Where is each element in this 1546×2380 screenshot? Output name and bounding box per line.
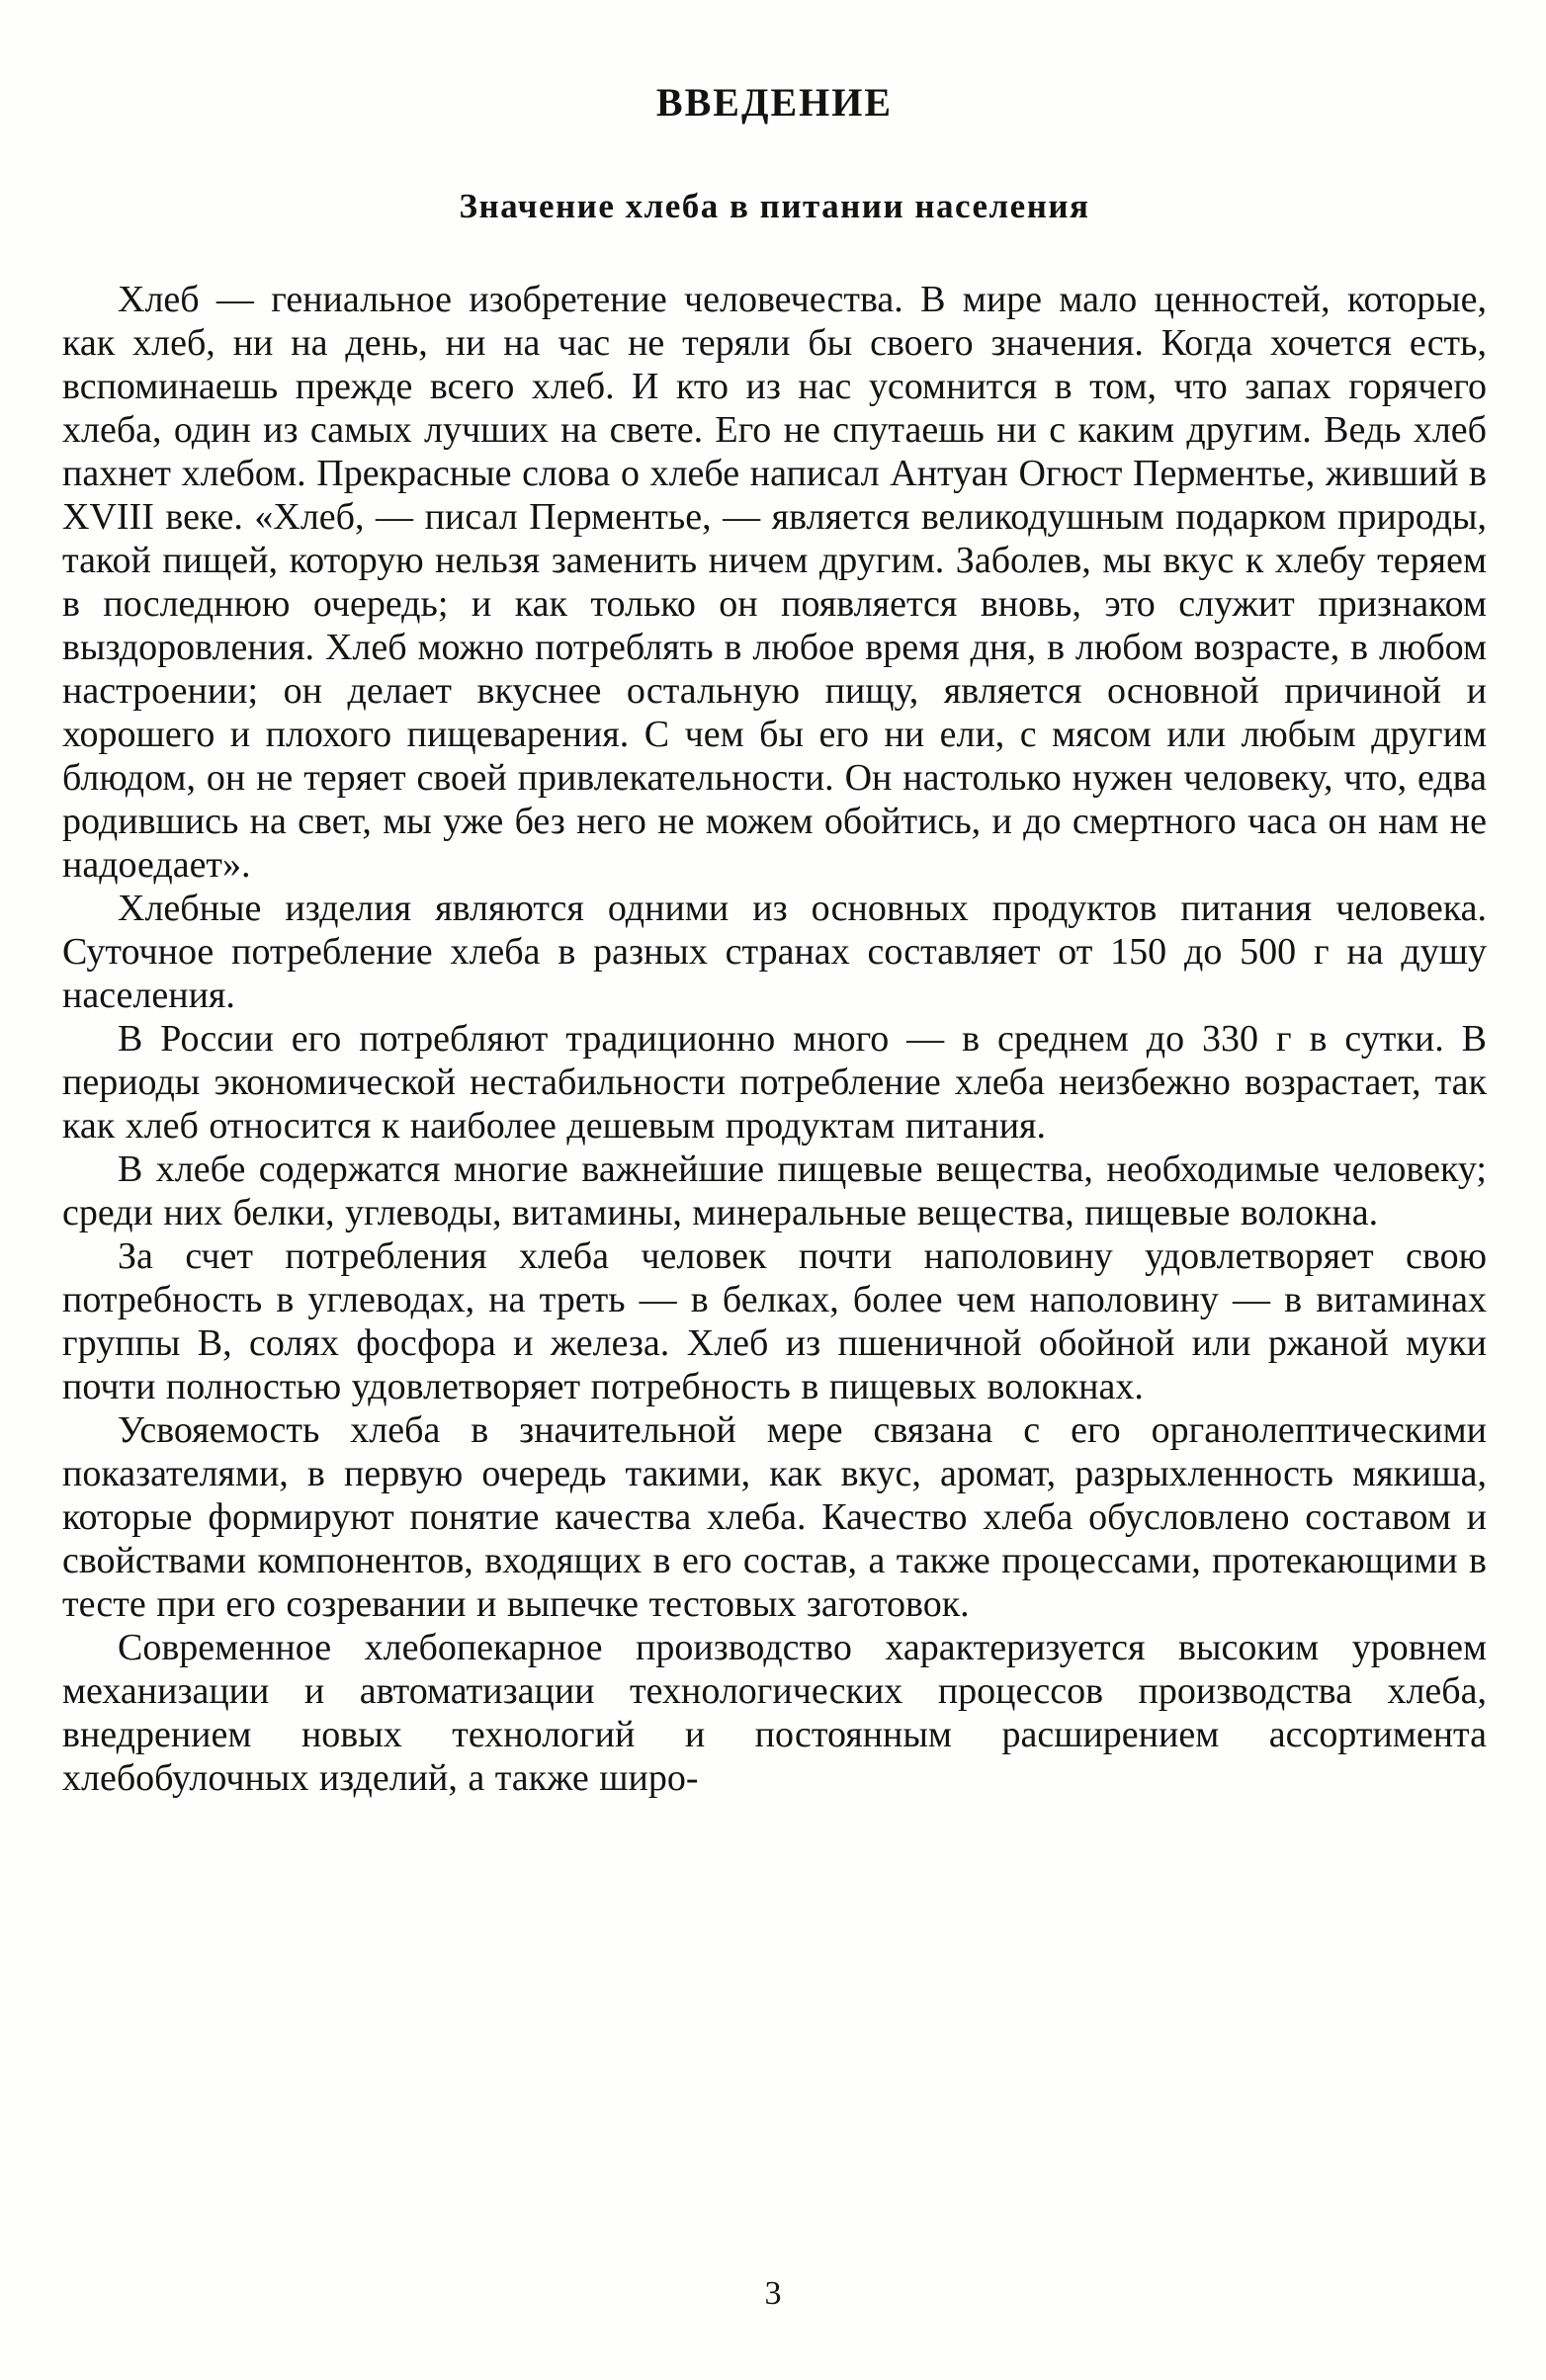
paragraph: Современное хлебопекарное производство характеризуется высоким уровнем механизации и автоматизации технологических процессов производства хлеба, внедрением новых технологий и постоянным расширением ассортимента хлебобулочных изделий, а также широ- <box>62 1627 1487 1799</box>
page-number: 3 <box>764 2275 782 2312</box>
paragraph: В хлебе содержатся многие важнейшие пищевые вещества, необходимые человеку; среди них белки, углеводы, витамины, минеральные вещества, пищевые волокна. <box>62 1148 1487 1233</box>
paragraph: За счет потребления хлеба человек почти наполовину удовлетворяет свою потребность в углеводах, на треть — в белках, более чем наполовину — в витаминах группы В, солях фосфора и железа. Хлеб из пшеничной обойной или ржаной муки почти полностью удовлетворяет потребность в пищевых волокнах. <box>62 1235 1487 1407</box>
section-subtitle: Значение хлеба в питании населения <box>459 187 1090 225</box>
paragraph: Хлебные изделия являются одними из основных продуктов питания человека. Суточное потребление хлеба в разных странах составляет от 150 до 500 г на душу населения. <box>62 888 1487 1016</box>
paragraph: Хлеб — гениальное изобретение человечества. В мире мало ценностей, которые, как хлеб, ни на день, ни на час не теряли бы своего значения. Когда хочется есть, вспоминаешь прежде всего хлеб. И кто из нас усомнится в том, что запах горячего хлеба, один из самых лучших на свете. Его не спутаешь ни с каким другим. Ведь хлеб пахнет хлебом. Прекрасные слова о хлебе написал Антуан Огюст Перментье, живший в XVIII веке. «Хлеб, — писал Перментье, — является великодушным подарком природы, такой пищей, которую нельзя заменить ничем другим. Заболев, мы вкус к хлебу теряем в последнюю очередь; и как только он появляется вновь, это служит признаком выздоровления. Хлеб можно потреблять в любое время дня, в любом возрасте, в любом настроении; он делает вкуснее остальную пищу, является основной причиной и хорошего и плохого пищеварения. С чем бы его ни ели, с мясом или любым другим блюдом, он не теряет своей привлекательности. Он настолько нужен человеку, что, едва родившись на свет, мы уже без него не можем обойтись, и до смертного часа он нам не надоедает». <box>62 279 1487 886</box>
page-title: ВВЕДЕНИЕ <box>655 80 894 125</box>
paragraph: Усвояемость хлеба в значительной мере связана с его органолептическими показателями, в первую очередь такими, как вкус, аромат, разрыхленность мякиша, которые формируют понятие качества хлеба. Качество хлеба обусловлено составом и свойствами компонентов, входящих в его состав, а также процессами, протекающими в тесте при его созревании и выпечке тестовых заготовок. <box>62 1409 1487 1625</box>
body-text <box>62 278 1487 1800</box>
paragraph: В России его потребляют традиционно много — в среднем до 330 г в сутки. В периоды экономической нестабильности потребление хлеба неизбежно возрастает, так как хлеб относится к наиболее дешевым продуктам питания. <box>62 1018 1487 1147</box>
